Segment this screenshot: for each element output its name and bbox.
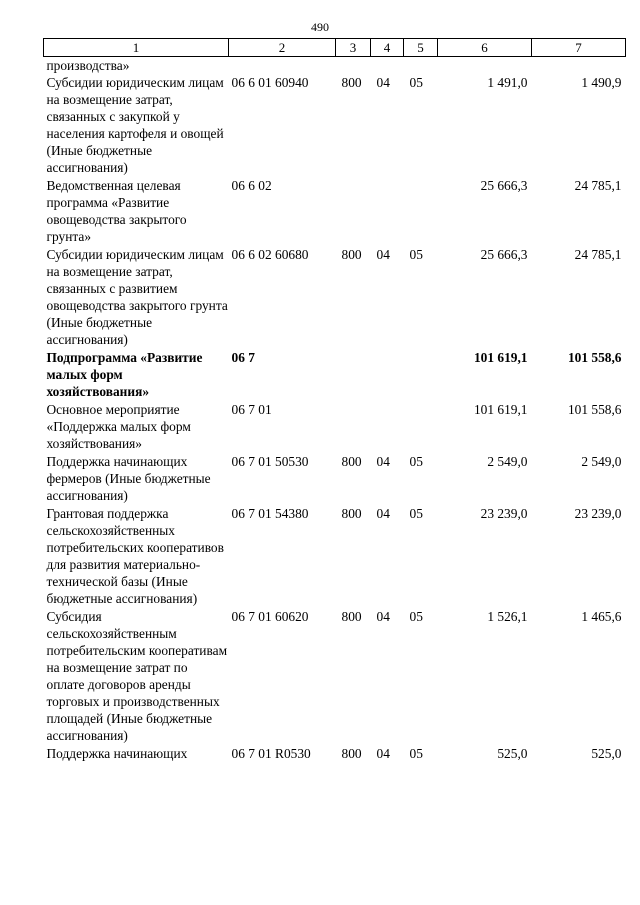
row-col-5: 05 xyxy=(409,506,423,521)
row-value-7: 24 785,1 xyxy=(574,247,622,262)
header-col-4: 4 xyxy=(371,39,404,57)
table-row xyxy=(44,452,626,504)
row-value-7: 24 785,1 xyxy=(574,178,622,193)
row-col-5: 05 xyxy=(409,75,423,90)
row-code: 06 6 02 xyxy=(231,178,272,193)
row-code: 06 7 01 50530 xyxy=(231,454,309,469)
row-value-7: 101 558,6 xyxy=(567,350,622,365)
row-value-6: 25 666,3 xyxy=(480,178,528,193)
row-value-6: 101 619,1 xyxy=(473,402,528,417)
row-col-3 xyxy=(336,348,371,400)
row-name: Подпрограмма «Развитие малых форм хозяйствования» xyxy=(46,350,203,399)
header-col-1: 1 xyxy=(44,39,229,57)
row-value-6: 1 491,0 xyxy=(487,75,528,90)
row-col-3 xyxy=(336,176,371,245)
row-col-4: 04 xyxy=(376,75,390,90)
table-row xyxy=(44,74,626,176)
row-value-6: 525,0 xyxy=(497,746,528,761)
row-value-7: 2 549,0 xyxy=(581,454,622,469)
row-value-6: 2 549,0 xyxy=(487,454,528,469)
row-col-3: 800 xyxy=(341,454,362,469)
row-col-3: 800 xyxy=(341,247,362,262)
row-value-6: 101 619,1 xyxy=(473,350,528,365)
row-value-7: 101 558,6 xyxy=(567,402,622,417)
row-value-6: 23 239,0 xyxy=(480,506,528,521)
table-row xyxy=(44,504,626,607)
row-code: 06 6 02 60680 xyxy=(231,247,309,262)
row-col-4: 04 xyxy=(376,746,390,761)
table-row xyxy=(44,348,626,400)
row-col-4 xyxy=(371,176,404,245)
row-col-3: 800 xyxy=(341,746,362,761)
table-body xyxy=(44,57,626,763)
table-row xyxy=(44,607,626,744)
row-code xyxy=(229,57,336,75)
table-row xyxy=(44,400,626,452)
row-col-3: 800 xyxy=(341,506,362,521)
row-col-3: 800 xyxy=(341,75,362,90)
row-col-5 xyxy=(404,176,438,245)
row-value-6 xyxy=(438,57,532,75)
row-col-5: 05 xyxy=(409,746,423,761)
row-col-4 xyxy=(371,400,404,452)
row-col-4 xyxy=(371,348,404,400)
row-col-3: 800 xyxy=(341,609,362,624)
row-col-5: 05 xyxy=(409,454,423,469)
row-code: 06 7 01 R0530 xyxy=(231,746,311,761)
row-value-6: 1 526,1 xyxy=(487,609,528,624)
row-name: Грантовая поддержка сельскохозяйственных потребительских кооперативов для развития материально-технической базы (Иные бюджетные ассигнования) xyxy=(46,506,224,606)
row-value-7 xyxy=(532,57,626,75)
row-col-5 xyxy=(404,57,438,75)
row-code: 06 7 01 54380 xyxy=(231,506,309,521)
header-col-5: 5 xyxy=(404,39,438,57)
row-code: 06 7 01 xyxy=(231,402,272,417)
row-name: производства» xyxy=(46,58,130,73)
row-code: 06 7 01 60620 xyxy=(231,609,309,624)
row-col-4: 04 xyxy=(376,609,390,624)
row-name: Поддержка начинающих xyxy=(46,746,188,761)
row-col-4 xyxy=(371,57,404,75)
row-value-6: 25 666,3 xyxy=(480,247,528,262)
row-col-4: 04 xyxy=(376,247,390,262)
row-col-5 xyxy=(404,400,438,452)
row-name: Ведомственная целевая программа «Развитие овощеводства закрытого грунта» xyxy=(46,178,187,244)
row-col-3 xyxy=(336,57,371,75)
row-value-7: 23 239,0 xyxy=(574,506,622,521)
row-code: 06 7 xyxy=(231,350,255,365)
header-col-2: 2 xyxy=(229,39,336,57)
row-value-7: 1 465,6 xyxy=(581,609,622,624)
budget-table xyxy=(43,38,626,762)
row-col-4: 04 xyxy=(376,454,390,469)
row-value-7: 1 490,9 xyxy=(581,75,622,90)
table-row xyxy=(44,57,626,75)
row-name: Субсидии юридическим лицам на возмещение затрат, связанных с закупкой у населения картофеля и овощей (Иные бюджетные ассигнования) xyxy=(46,75,224,175)
header-row xyxy=(44,39,626,57)
row-col-3 xyxy=(336,400,371,452)
table-row xyxy=(44,245,626,348)
table-row xyxy=(44,176,626,245)
row-name: Поддержка начинающих фермеров (Иные бюджетные ассигнования) xyxy=(46,454,211,503)
table-header xyxy=(44,39,626,57)
row-code: 06 6 01 60940 xyxy=(231,75,309,90)
table-row xyxy=(44,744,626,762)
row-value-7: 525,0 xyxy=(591,746,622,761)
row-col-5: 05 xyxy=(409,247,423,262)
row-col-4: 04 xyxy=(376,506,390,521)
page-number: 490 xyxy=(311,20,329,34)
row-name: Субсидия сельскохозяйственным потребительским кооперативам на возмещение затрат по оплате договоров аренды торговых и производственных площадей (Иные бюджетные ассигнования) xyxy=(46,609,228,743)
row-col-5: 05 xyxy=(409,609,423,624)
row-col-5 xyxy=(404,348,438,400)
header-col-7: 7 xyxy=(532,39,626,57)
header-col-6: 6 xyxy=(438,39,532,57)
row-name: Основное мероприятие «Поддержка малых форм хозяйствования» xyxy=(46,402,191,451)
header-col-3: 3 xyxy=(336,39,371,57)
row-name: Субсидии юридическим лицам на возмещение затрат, связанных с развитием овощеводства закрытого грунта (Иные бюджетные ассигнования) xyxy=(46,247,228,347)
